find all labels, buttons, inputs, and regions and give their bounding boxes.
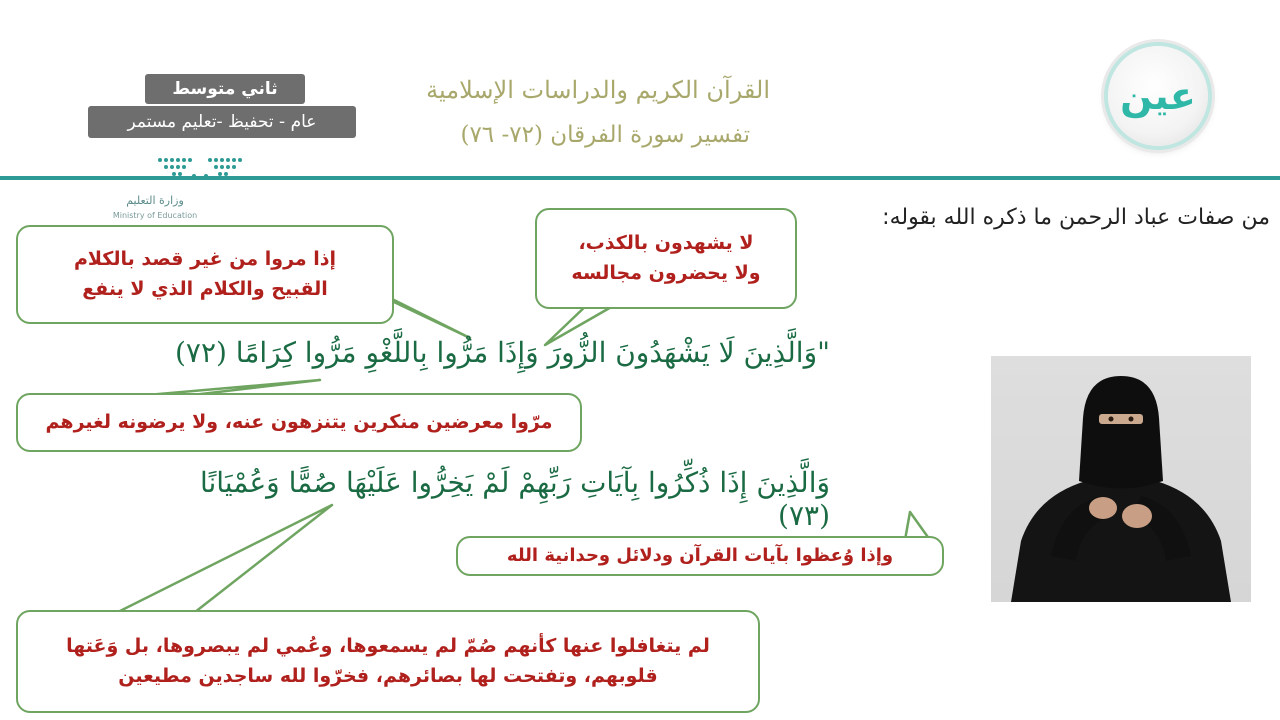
lesson-title: تفسير سورة الفرقان (٧٢- ٧٦) [460,122,750,148]
callout-dhukkiru-meaning [456,536,944,576]
callout-line: القبيح والكلام الذي لا ينفع [82,277,328,300]
callout-line: ولا يحضرون مجالسه [571,261,761,284]
subject-title: القرآن الكريم والدراسات الإسلامية [426,76,770,104]
interpreter-video-panel [991,356,1251,602]
channel-logo-text: عين [1120,74,1196,118]
verse-72: "وَالَّذِينَ لَا يَشْهَدُونَ الزُّورَ وَإِذَا مَرُّوا بِاللَّغْوِ مَرُّوا كِرَامًا (٧٢) [174,336,830,369]
interpreter-figure-icon [991,356,1251,602]
ministry-name-ar: وزارة التعليم [126,194,184,207]
callout-line: لم يتغافلوا عنها كأنهم صُمّ لم يسمعوها، وعُمي لم يبصروها، بل وَعَتها [66,635,710,658]
grade-badge: ثاني متوسط [145,74,305,104]
callout-line: لا يشهدون بالكذب، [578,232,754,255]
callout-zoor-meaning [535,208,797,309]
callout-line: إذا مروا من غير قصد بالكلام [73,248,337,271]
callout-line: مرّوا معرضين منكرين يتنزهون عنه، ولا يرضونه لغيرهم [45,410,553,433]
callout-summan-meaning [16,610,760,713]
callout-laghw-meaning [16,225,394,324]
intro-text: من صفات عباد الرحمن ما ذكره الله بقوله: [882,205,1270,230]
ministry-name-en: Ministry of Education [112,211,198,220]
verse-73: وَالَّذِينَ إِذَا ذُكِّرُوا بِآيَاتِ رَبِّهِمْ لَمْ يَخِرُّوا عَلَيْهَا صُمًّا وَعُمْيَانًا (٧٣) [199,466,830,532]
callout-line: قلوبهم، وتفتحت لها بصائرهم، فخرّوا لله ساجدين مطيعين [118,664,658,687]
track-badge: عام - تحفيظ -تعليم مستمر [88,106,356,138]
callout-kiram-meaning [16,393,582,452]
callout-line: وإذا وُعظوا بآيات القرآن ودلائل وحدانية الله [506,545,894,567]
